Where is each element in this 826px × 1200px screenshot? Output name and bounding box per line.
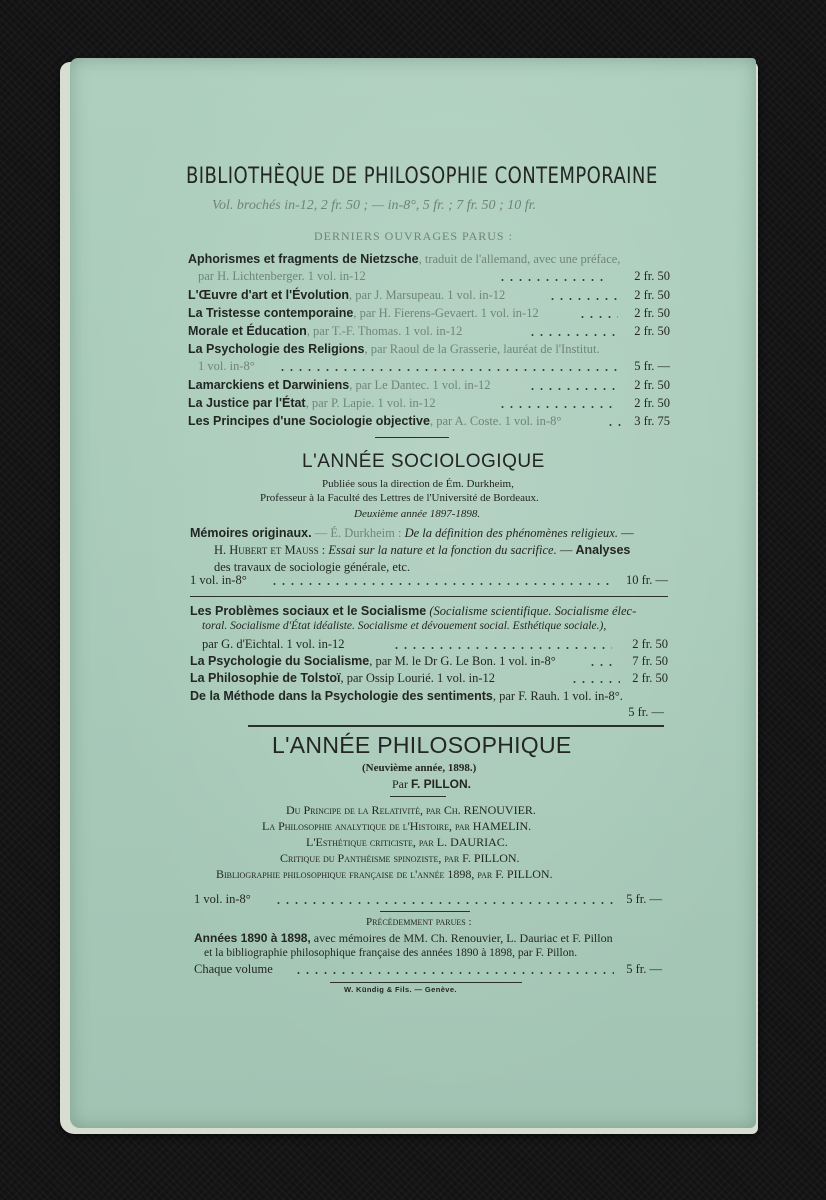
list-item: Les Principes d'une Sociologie objective, par A. Coste. 1 vol. in-8° 3 fr. 75 (188, 414, 670, 428)
author-line: Par F. PILLON. (392, 777, 471, 791)
section-divider (390, 796, 446, 797)
memoires-line-2: H. Hubert et Mauss : Essai sur la nature et la fonction du sacrifice. — Analyses (214, 543, 631, 557)
printer-imprint: W. Kündig & Fils. — Genève. (344, 985, 457, 994)
list-item: La Tristesse contemporaine, par H. Fierens-Gevaert. 1 vol. in-12 2 fr. 50 (188, 306, 670, 320)
list-item-price: 5 fr. — (628, 705, 664, 719)
list-item: Morale et Éducation, par T.-F. Thomas. 1 vol. in-12 2 fr. 50 (188, 324, 670, 338)
section-divider (190, 596, 668, 597)
recent-works-heading: DERNIERS OUVRAGES PARUS : (314, 229, 513, 243)
list-item: L'Œuvre d'art et l'Évolution, par J. Marsupeau. 1 vol. in-12 2 fr. 50 (188, 288, 670, 302)
list-item: La Justice par l'État, par P. Lapie. 1 vol. in-12 2 fr. 50 (188, 396, 670, 410)
annees-line-1: Années 1890 à 1898, avec mémoires de MM. Ch. Renouvier, L. Dauriac et F. Pillon (194, 931, 613, 945)
contents-line: Critique du Panthéisme spinoziste, par F. PILLON. (280, 851, 520, 865)
list-item: Lamarckiens et Darwiniens, par Le Dantec. 1 vol. in-12 2 fr. 50 (188, 378, 670, 392)
contents-line: La Philosophie analytique de l'Histoire, par HAMELIN. (262, 819, 532, 833)
list-item: De la Méthode dans la Psychologie des sentiments, par F. Rauh. 1 vol. in-8°. (190, 689, 623, 703)
list-item-continuation: 1 vol. in-8° 5 fr. — (198, 359, 670, 373)
contents-line: Du Principe de la Relativité, par Ch. RENOUVIER. (286, 803, 536, 817)
section-divider (248, 725, 664, 727)
list-item: Les Problèmes sociaux et le Socialisme (Socialisme scientifique. Socialisme élec- (190, 604, 637, 618)
section-divider (375, 437, 449, 438)
professor-line: Professeur à la Faculté des Lettres de l'Université de Bordeaux. (260, 492, 539, 504)
contents-line: L'Esthétique criticiste, par L. DAURIAC. (306, 835, 508, 849)
section-title-annee-sociologique: L'ANNÉE SOCIOLOGIQUE (302, 451, 545, 472)
contents-line: Bibliographie philosophique française de l'année 1898, par F. PILLON. (216, 867, 553, 881)
list-item-continuation: toral. Socialisme d'État idéaliste. Socialisme et dévouement social. Esthétique sociale.), (202, 620, 607, 632)
previously-heading: Précédemment parues : (366, 916, 472, 928)
sociologique-volume: 1 vol. in-8° 10 fr. — (190, 573, 668, 587)
edition-line: (Neuvième année, 1898.) (362, 762, 477, 774)
list-item: La Psychologie des Religions, par Raoul de la Grasserie, lauréat de l'Institut. (188, 342, 600, 356)
printer-rule (330, 982, 522, 983)
list-item-continuation: par H. Lichtenberger. 1 vol. in-12 2 fr. 50 (198, 269, 670, 283)
direction-line: Publiée sous la direction de Ém. Durkheim, (322, 478, 514, 490)
list-item: La Psychologie du Socialisme, par M. le Dr G. Le Bon. 1 vol. in-8° 7 fr. 50 (190, 654, 668, 668)
annees-line-2: et la bibliographie philosophique française des années 1890 à 1898, par F. Pillon. (204, 947, 578, 959)
section-subtitle-prices: Vol. brochés in-12, 2 fr. 50 ; — in-8°, 5 fr. ; 7 fr. 50 ; 10 fr. (212, 198, 536, 213)
philosophique-volume: 1 vol. in-8° 5 fr. — (194, 892, 662, 906)
section-divider (380, 911, 470, 912)
memoires-line-3: des travaux de sociologie générale, etc. (214, 560, 411, 574)
list-item-continuation: par G. d'Eichtal. 1 vol. in-12 2 fr. 50 (202, 637, 668, 651)
section-title-annee-philosophique: L'ANNÉE PHILOSOPHIQUE (272, 732, 572, 758)
year-line: Deuxième année 1897-1898. (354, 508, 481, 520)
list-item: La Philosophie de Tolstoï, par Ossip Lourié. 1 vol. in-12 2 fr. 50 (190, 671, 668, 685)
section-title-bibliotheque: BIBLIOTHÈQUE DE PHILOSOPHIE CONTEMPORAINE (186, 164, 658, 189)
list-item: Aphorismes et fragments de Nietzsche, traduit de l'allemand, avec une préface, (188, 252, 621, 266)
chaque-volume-line: Chaque volume 5 fr. — (194, 962, 662, 976)
memoires-line-1: Mémoires originaux. — É. Durkheim : De la définition des phénomènes religieux. — (190, 526, 634, 540)
